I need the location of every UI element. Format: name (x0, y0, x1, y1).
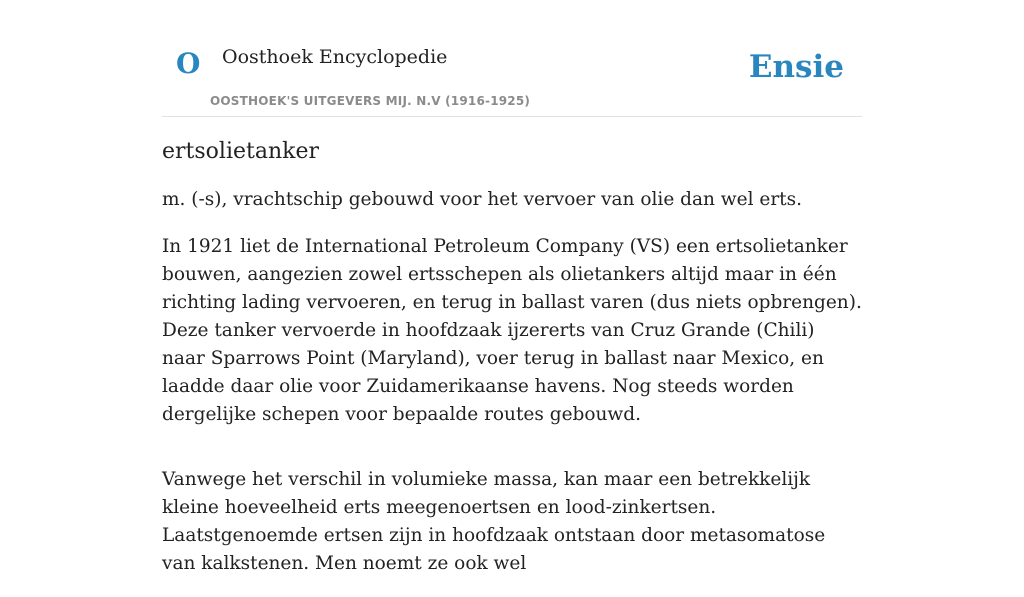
brand-logo[interactable]: Ensie (748, 49, 844, 85)
paragraph-spacer (162, 448, 862, 466)
article-paragraph: Vanwege het verschil in volumieke massa, kan maar een betrekkelijk kleine hoeveelheid erts meegenoertsen en lood-zinkertsen. Laatstgenoemde ertsen zijn in hoofdzaak ontstaan door metasomatose van kalkstenen. Men noemt ze ook wel (162, 468, 826, 574)
publisher-subtitle: OOSTHOEK'S UITGEVERS MIJ. N.V (1916-1925) (210, 94, 531, 108)
article-paragraph: In 1921 liet de International Petroleum Company (VS) een ertsolietanker bouwen, aangezien zowel ertsschepen als olietankers altijd maar in één richting lading vervoeren, en terug in ballast varen (dus niets opbrengen). Deze tanker vervoerde in hoofdzaak ijzererts van Cruz Grande (Chili) naar Sparrows Point (Maryland), voer terug in ballast naar Mexico, en laadde daar olie voor Zuidamerikaanse havens. Nog steeds worden dergelijke schepen voor bepaalde routes gebouwd. (162, 235, 862, 425)
article (162, 138, 862, 597)
site-logo[interactable]: O (176, 47, 201, 80)
article-headword: ertsolietanker (162, 139, 319, 164)
site-header (162, 0, 862, 117)
article-definition: m. (-s), vrachtschip gebouwd voor het vervoer van olie dan wel erts. (162, 188, 802, 210)
site-title[interactable]: Oosthoek Encyclopedie (222, 46, 448, 68)
